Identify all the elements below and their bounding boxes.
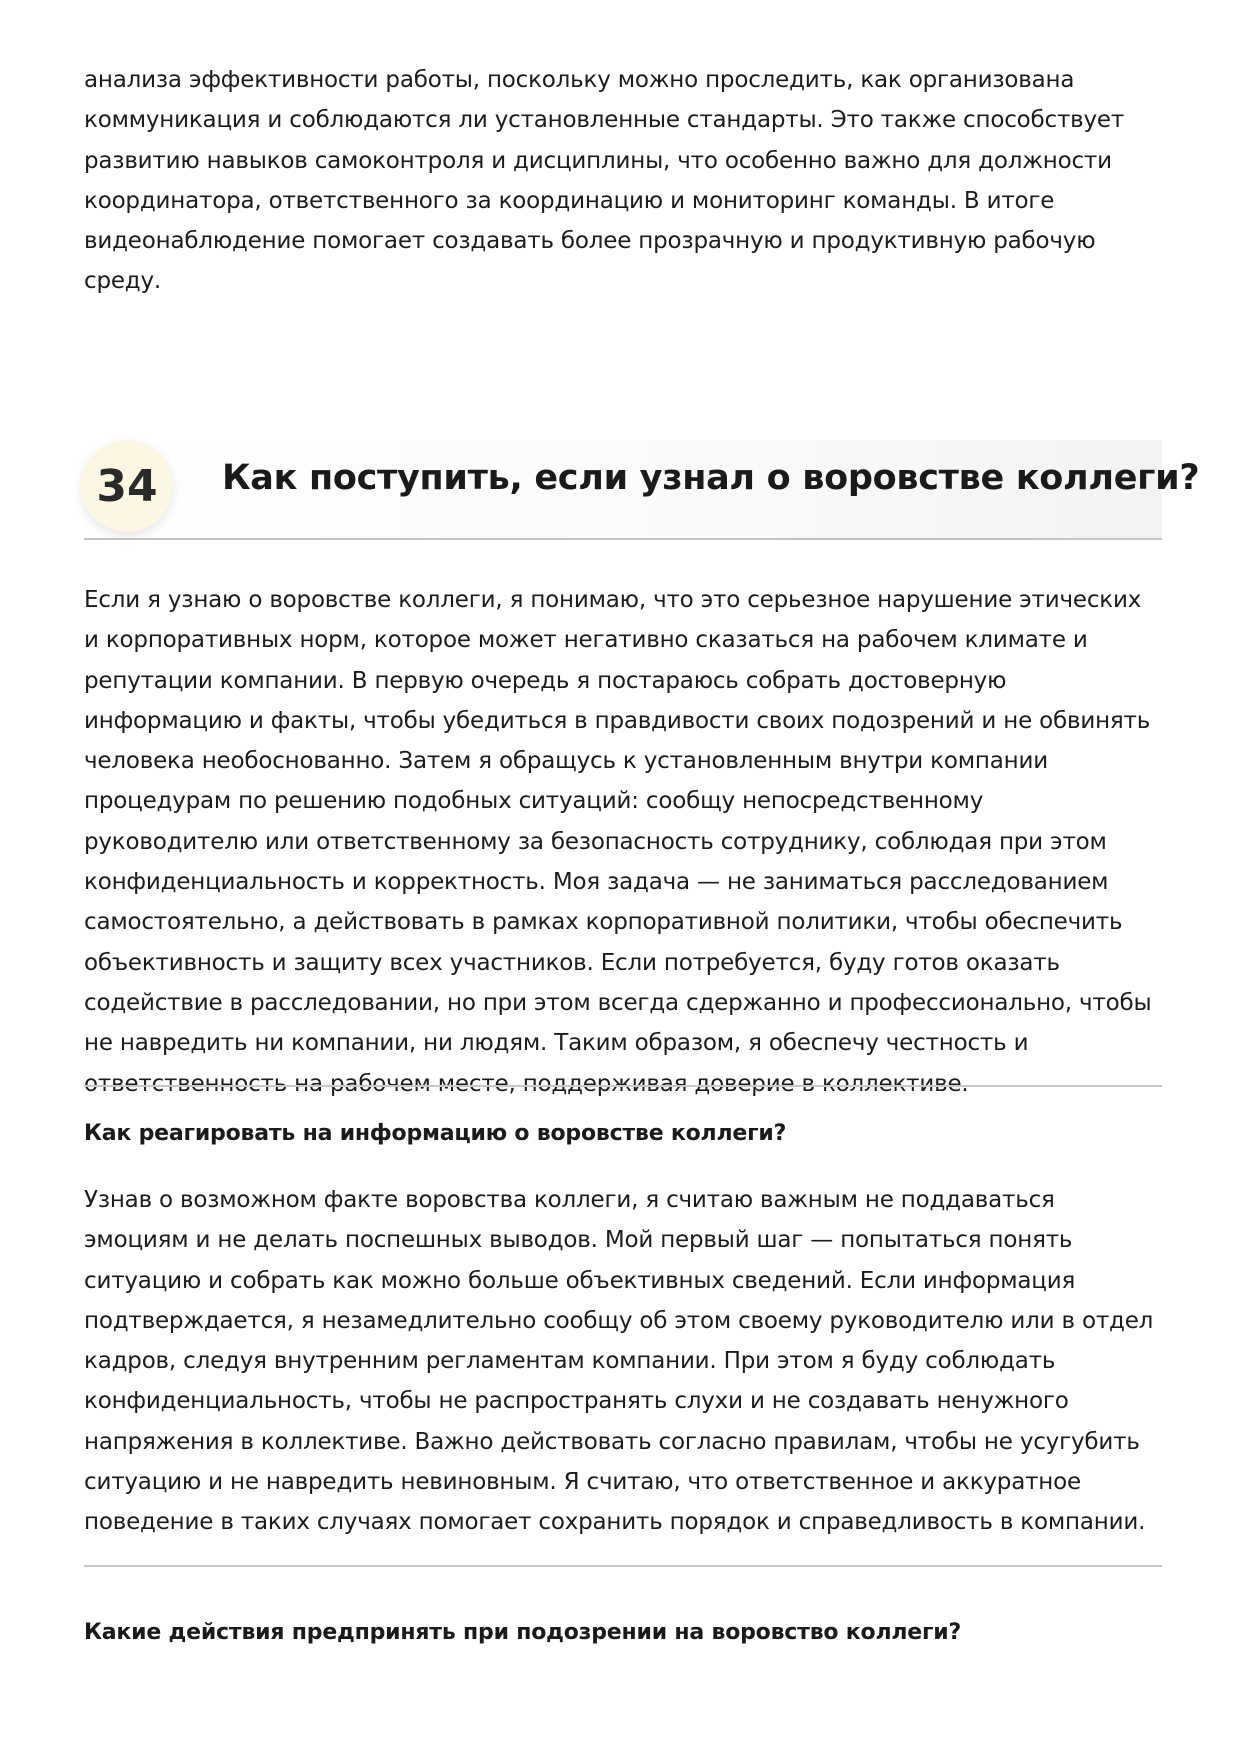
section-title: Как поступить, если узнал о воровстве коллеги?	[222, 458, 1200, 498]
subquestion-heading: Какие действия предпринять при подозрении на воровство коллеги?	[84, 1620, 962, 1645]
subquestion-heading: Как реагировать на информацию о воровстве коллеги?	[84, 1121, 787, 1146]
divider	[84, 1085, 1162, 1087]
question-number-badge: 34	[81, 440, 173, 532]
intro-paragraph: анализа эффективности работы, поскольку можно проследить, как организована коммуникация и соблюдаются ли установленные стандарты. Это также способствует развитию навыков самоконтроля и дисциплины, что особенно важно для должности координатора, ответственного за координацию и мониторинг команды. В итоге видеонаблюдение помогает создавать более прозрачную и продуктивную рабочую среду.	[84, 67, 1125, 295]
section-header	[84, 436, 1200, 540]
section-answer-paragraph: Если я узнаю о воровстве коллеги, я понимаю, что это серьезное нарушение этических и корпоративных норм, которое может негативно сказаться на рабочем климате и репутации компании. В первую очередь я постараюсь собрать достоверную информацию и факты, чтобы убедиться в правдивости своих подозрений и не обвинять человека необоснованно. Затем я обращусь к установленным внутри компании процедурам по решению подобных ситуаций: сообщу непосредственному руководителю или ответственному за безопасность сотруднику, соблюдая при этом конфиденциальность и корректность. Моя задача — не заниматься расследованием самостоятельно, а действовать в рамках корпоративной политики, чтобы обеспечить объективность и защиту всех участников. Если потребуется, буду готов оказать содействие в расследовании, но при этом всегда сдержанно и профессионально, чтобы не навредить ни компании, ни людям. Таким образом, я обеспечу честность и ответственность на рабочем месте, поддерживая доверие в коллективе.	[84, 587, 1152, 1097]
subquestion-answer-paragraph: Узнав о возможном факте воровства коллеги, я считаю важным не поддаваться эмоциям и не делать поспешных выводов. Мой первый шаг — попытаться понять ситуацию и собрать как можно больше объективных сведений. Если информация подтверждается, я незамедлительно сообщу об этом своему руководителю или в отдел кадров, следуя внутренним регламентам компании. При этом я буду соблюдать конфиденциальность, чтобы не распространять слухи и не создавать ненужного напряжения в коллективе. Важно действовать согласно правилам, чтобы не усугубить ситуацию и не навредить невиновным. Я считаю, что ответственное и аккуратное поведение в таких случаях помогает сохранить порядок и справедливость в компании.	[84, 1187, 1154, 1536]
divider	[84, 1565, 1162, 1567]
